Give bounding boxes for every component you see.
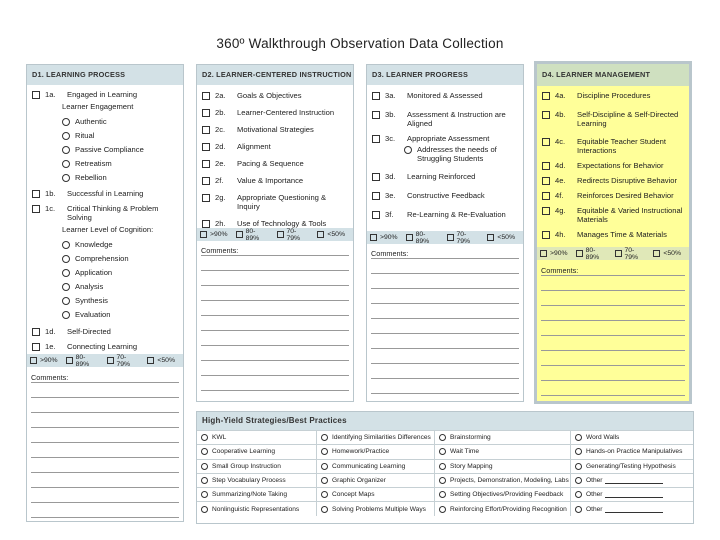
high-yield-strategies-panel bbox=[196, 411, 694, 524]
item-1b[interactable]: 1b. Successful in Learning bbox=[32, 189, 179, 198]
d1-percent-bar bbox=[27, 354, 183, 367]
pct-80[interactable]: 80-89% bbox=[66, 354, 99, 368]
d3-panel bbox=[366, 64, 524, 402]
item-1c[interactable]: 1c. Critical Thinking & Problem Solving bbox=[32, 204, 179, 222]
hys-header: High-Yield Strategies/Best Practices bbox=[197, 412, 693, 430]
hys-vocabulary[interactable]: Step Vocabulary Process bbox=[197, 473, 317, 487]
d1-comments[interactable] bbox=[31, 368, 179, 518]
d3-comments[interactable] bbox=[371, 244, 519, 394]
item-2b[interactable]: 2b. Learner-Centered Instruction bbox=[202, 108, 349, 117]
item-3d[interactable]: 3d. Learning Reinforced bbox=[372, 172, 519, 181]
pct-90[interactable]: >90% bbox=[370, 234, 398, 241]
item-3b[interactable]: 3b. Assessment & Instruction are Aligned bbox=[372, 110, 519, 128]
cognition-application[interactable]: Application bbox=[32, 268, 179, 277]
item-3c[interactable]: 3c. Appropriate Assessment bbox=[372, 134, 519, 143]
item-2a[interactable]: 2a. Goals & Objectives bbox=[202, 91, 349, 100]
item-4f[interactable]: 4f. Reinforces Desired Behavior bbox=[542, 191, 685, 200]
pct-50[interactable]: <50% bbox=[653, 250, 681, 257]
item-2e[interactable]: 2e. Pacing & Sequence bbox=[202, 159, 349, 168]
page-title: 360º Walkthrough Observation Data Collection bbox=[216, 36, 504, 51]
d2-percent-bar bbox=[197, 228, 353, 241]
checkbox[interactable] bbox=[32, 190, 40, 198]
d4-header: D4. LEARNER MANAGEMENT bbox=[537, 64, 689, 86]
comments-label: Comments: bbox=[31, 373, 69, 382]
engagement-ritual[interactable]: Ritual bbox=[32, 131, 179, 140]
hys-concept-maps[interactable]: Concept Maps bbox=[317, 487, 435, 501]
cognition-label: Learner Level of Cognition: bbox=[62, 225, 154, 234]
hys-hypothesis[interactable]: Generating/Testing Hypothesis bbox=[571, 459, 693, 473]
item-1d[interactable]: 1d. Self-Directed bbox=[32, 327, 179, 336]
cognition-comprehension[interactable]: Comprehension bbox=[32, 254, 179, 263]
d1-panel bbox=[26, 64, 184, 522]
item-4c[interactable]: 4c. Equitable Teacher Student Interactions bbox=[542, 137, 685, 155]
hys-grid bbox=[197, 430, 693, 516]
engagement-label: Learner Engagement bbox=[62, 102, 134, 111]
hys-nonlinguistic[interactable]: Nonlinguistic Representations bbox=[197, 501, 317, 515]
engagement-passive[interactable]: Passive Compliance bbox=[32, 145, 179, 154]
checkbox[interactable] bbox=[32, 343, 40, 351]
d4-comments[interactable] bbox=[541, 261, 685, 396]
comments-label: Comments: bbox=[201, 246, 239, 255]
hys-objectives[interactable]: Setting Objectives/Providing Feedback bbox=[435, 487, 571, 501]
pct-90[interactable]: >90% bbox=[540, 250, 568, 257]
d2-header: D2. LEARNER-CENTERED INSTRUCTION bbox=[197, 65, 353, 85]
hys-projects[interactable]: Projects, Demonstration, Modeling, Labs bbox=[435, 473, 571, 487]
hys-kwl[interactable]: KWL bbox=[197, 430, 317, 444]
d4-panel bbox=[534, 61, 692, 404]
item-4b[interactable]: 4b. Self-Discipline & Self-Directed Learning bbox=[542, 110, 685, 128]
item-3a[interactable]: 3a. Monitored & Assessed bbox=[372, 91, 519, 100]
item-2d[interactable]: 2d. Alignment bbox=[202, 142, 349, 151]
pct-70[interactable]: 70-79% bbox=[615, 247, 646, 261]
hys-homework[interactable]: Homework/Practice bbox=[317, 444, 435, 458]
item-1e[interactable]: 1e. Connecting Learning bbox=[32, 342, 179, 351]
hys-wait-time[interactable]: Wait Time bbox=[435, 444, 571, 458]
item-4g[interactable]: 4g. Equitable & Varied Instructional Materials bbox=[542, 206, 685, 224]
hys-graphic-organizer[interactable]: Graphic Organizer bbox=[317, 473, 435, 487]
hys-communicating[interactable]: Communicating Learning bbox=[317, 459, 435, 473]
item-3f[interactable]: 3f. Re-Learning & Re-Evaluation bbox=[372, 210, 519, 219]
engagement-rebellion[interactable]: Rebellion bbox=[32, 173, 179, 182]
item-1a[interactable]: 1a. Engaged in Learning bbox=[32, 90, 179, 99]
item-2h[interactable]: 2h. Use of Technology & Tools bbox=[202, 219, 349, 228]
item-4h[interactable]: 4h. Manages Time & Materials bbox=[542, 230, 685, 239]
item-2f[interactable]: 2f. Value & Importance bbox=[202, 176, 349, 185]
hys-cooperative[interactable]: Cooperative Learning bbox=[197, 444, 317, 458]
hys-hands-on[interactable]: Hands-on Practice Manipulatives bbox=[571, 444, 693, 458]
pct-80[interactable]: 80-89% bbox=[576, 247, 607, 261]
cognition-knowledge[interactable]: Knowledge bbox=[32, 240, 179, 249]
checkbox[interactable] bbox=[32, 91, 40, 99]
hys-solving-problems[interactable]: Solving Problems Multiple Ways bbox=[317, 501, 435, 515]
checkbox[interactable] bbox=[32, 205, 40, 213]
pct-70[interactable]: 70-79% bbox=[277, 228, 310, 242]
item-2c[interactable]: 2c. Motivational Strategies bbox=[202, 125, 349, 134]
d3-header: D3. LEARNER PROGRESS bbox=[367, 65, 523, 85]
hys-small-group[interactable]: Small Group Instruction bbox=[197, 459, 317, 473]
hys-similarities[interactable]: Identifying Similarities Differences bbox=[317, 430, 435, 444]
hys-summarizing[interactable]: Summarizing/Note Taking bbox=[197, 487, 317, 501]
d2-panel bbox=[196, 64, 354, 402]
item-4a[interactable]: 4a. Discipline Procedures bbox=[542, 91, 685, 100]
comments-label: Comments: bbox=[541, 266, 579, 275]
item-4e[interactable]: 4e. Redirects Disruptive Behavior bbox=[542, 176, 685, 185]
d3-percent-bar bbox=[367, 231, 523, 244]
hys-reinforcing[interactable]: Reinforcing Effort/Providing Recognition bbox=[435, 501, 571, 515]
comments-label: Comments: bbox=[371, 249, 409, 258]
hys-story-mapping[interactable]: Story Mapping bbox=[435, 459, 571, 473]
pct-50[interactable]: <50% bbox=[147, 357, 175, 364]
pct-80[interactable]: 80-89% bbox=[236, 228, 269, 242]
d4-percent-bar bbox=[537, 247, 689, 260]
pct-90[interactable]: >90% bbox=[200, 231, 228, 238]
pct-50[interactable]: <50% bbox=[317, 231, 345, 238]
pct-70[interactable]: 70-79% bbox=[107, 354, 140, 368]
hys-brainstorming[interactable]: Brainstorming bbox=[435, 430, 571, 444]
cognition-synthesis[interactable]: Synthesis bbox=[32, 296, 179, 305]
engagement-authentic[interactable]: Authentic bbox=[32, 117, 179, 126]
pct-80[interactable]: 80-89% bbox=[406, 231, 439, 245]
pct-70[interactable]: 70-79% bbox=[447, 231, 480, 245]
pct-50[interactable]: <50% bbox=[487, 234, 515, 241]
cognition-evaluation[interactable]: Evaluation bbox=[32, 310, 179, 319]
item-2g[interactable]: 2g. Appropriate Questioning & Inquiry bbox=[202, 193, 349, 211]
hys-word-walls[interactable]: Word Walls bbox=[571, 430, 693, 444]
item-3e[interactable]: 3e. Constructive Feedback bbox=[372, 191, 519, 200]
sub-3c-struggling[interactable]: Addresses the needs of Struggling Students bbox=[372, 145, 519, 163]
checkbox[interactable] bbox=[32, 328, 40, 336]
engagement-retreatism[interactable]: Retreatism bbox=[32, 159, 179, 168]
cognition-analysis[interactable]: Analysis bbox=[32, 282, 179, 291]
item-4d[interactable]: 4d. Expectations for Behavior bbox=[542, 161, 685, 170]
d1-header: D1. LEARNING PROCESS bbox=[27, 65, 183, 85]
hys-other-2[interactable]: Other bbox=[571, 487, 693, 501]
hys-other-3[interactable]: Other bbox=[571, 501, 693, 515]
hys-other-1[interactable]: Other bbox=[571, 473, 693, 487]
pct-90[interactable]: >90% bbox=[30, 357, 58, 364]
d2-comments[interactable] bbox=[201, 241, 349, 391]
